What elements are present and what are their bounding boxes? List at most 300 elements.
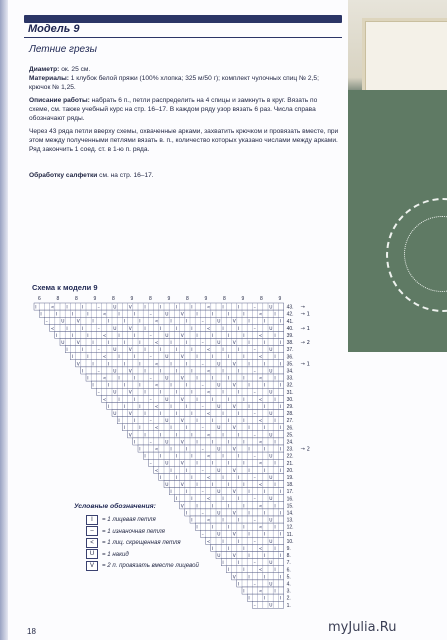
legend-title: Условные обозначения: [74, 503, 156, 510]
stitch-symbol: I [175, 305, 177, 311]
stitch-symbol: I [123, 404, 125, 410]
stitch-symbol: I [222, 497, 224, 503]
stitch-symbol: V [232, 426, 236, 432]
stitch-symbol: V [128, 305, 132, 311]
stitch-symbol: – [201, 319, 204, 325]
stitch-symbol: I [123, 362, 125, 368]
finishing-value: см. на стр. 16–17. [99, 172, 154, 179]
stitch-symbol: I [227, 376, 229, 382]
stitch-symbol: I [160, 433, 162, 439]
stitch-symbol: I [186, 468, 188, 474]
stitch-symbol: < [50, 305, 55, 311]
row-number-label: 13. [286, 517, 294, 524]
stitch-symbol: I [279, 532, 281, 538]
stitch-symbol: I [248, 468, 250, 474]
stitch-symbol: < [206, 412, 211, 417]
stitch-symbol: I [92, 383, 94, 389]
stitch-symbol: – [253, 305, 256, 311]
stitch-symbol: I [170, 404, 172, 410]
scheme-title: Схема к модели 9 [32, 283, 98, 292]
row-number-label: 17. [286, 489, 294, 496]
stitch-symbol: V [232, 468, 236, 474]
chain-count-label: 8 [260, 296, 263, 302]
row-arrow-label: → [300, 304, 305, 311]
stitch-symbol: < [206, 305, 211, 311]
legend-item [48, 549, 238, 561]
stitch-symbol: I [279, 341, 281, 346]
stitch-symbol: I [238, 539, 240, 545]
row-number-label: 3. [286, 588, 291, 595]
row-number-label: 4. [286, 581, 291, 588]
stitch-symbol: I [227, 504, 229, 510]
stitch-symbol: – [149, 461, 152, 467]
stitch-symbol: U [217, 383, 221, 389]
row-number-label: 10. [286, 538, 294, 545]
stitch-symbol: – [201, 383, 204, 389]
stitch-symbol: U [269, 412, 273, 417]
stitch-symbol: I [82, 369, 84, 375]
stitch-symbol: I [243, 333, 245, 339]
stitch-symbol: I [264, 468, 266, 474]
stitch-symbol: I [264, 447, 266, 453]
row-number-label: 15. [286, 503, 294, 510]
stitch-symbol: I [160, 369, 162, 375]
stitch-symbol: I [248, 319, 250, 325]
stitch-symbol: – [201, 532, 204, 538]
stitch-symbol: – [253, 348, 256, 354]
stitch-symbol: – [253, 454, 256, 460]
stitch-symbol: U [217, 511, 221, 517]
stitch-symbol: I [227, 333, 229, 339]
stitch-symbol: U [61, 319, 65, 325]
stitch-symbol: I [191, 412, 193, 417]
stitch-symbol: < [258, 419, 263, 425]
chart-row [102, 395, 294, 403]
stitch-symbol: V [232, 383, 236, 389]
stitch-symbol: V [180, 397, 184, 403]
chart-row-cells [91, 381, 283, 388]
chart-row-cells [143, 452, 283, 459]
stitch-symbol: V [128, 369, 132, 375]
legend-symbol: V [86, 561, 98, 571]
stitch-symbol: I [212, 376, 214, 382]
stitch-symbol: I [248, 383, 250, 389]
stitch-symbol: – [253, 518, 256, 524]
stitch-symbol: I [222, 454, 224, 460]
stitch-symbol: I [139, 383, 141, 389]
stitch-symbol: I [134, 333, 136, 339]
stitch-symbol: I [238, 369, 240, 375]
stitch-symbol: I [144, 454, 146, 460]
page-number: 18 [27, 627, 36, 636]
stitch-symbol: I [264, 426, 266, 432]
stitch-symbol: I [243, 312, 245, 318]
stitch-symbol: I [108, 362, 110, 368]
stitch-symbol: V [180, 419, 184, 425]
stitch-symbol: V [76, 362, 80, 368]
stitch-symbol: < [102, 355, 107, 361]
stitch-symbol: I [175, 497, 177, 503]
stitch-symbol: I [139, 341, 141, 346]
chart-row [174, 495, 293, 503]
header-bar [24, 15, 342, 23]
stitch-symbol: I [66, 326, 68, 332]
stitch-symbol: V [180, 483, 184, 488]
stitch-symbol: < [206, 433, 211, 439]
stitch-symbol: I [71, 312, 73, 318]
stitch-symbol: I [248, 404, 250, 410]
stitch-symbol: – [253, 369, 256, 375]
chart-row [237, 580, 291, 588]
stitch-symbol: – [97, 305, 100, 311]
stitch-symbol: U [269, 348, 273, 354]
stitch-symbol: I [212, 525, 214, 531]
stitch-symbol: I [123, 341, 125, 346]
stitch-symbol: I [227, 419, 229, 425]
chart-row [96, 388, 293, 396]
model-label: Модель 9 [28, 23, 80, 35]
stitch-symbol: < [102, 376, 107, 382]
stitch-symbol: I [243, 461, 245, 467]
stitch-symbol: I [92, 319, 94, 325]
row-number-label: 35. [286, 361, 294, 368]
chain-count-label: 9 [93, 296, 97, 302]
chart-row [242, 587, 291, 595]
stitch-symbol: I [186, 383, 188, 389]
stitch-symbol: I [279, 383, 281, 389]
row-number-label: 34. [286, 368, 294, 375]
stitch-symbol: – [149, 333, 152, 339]
legend-symbol: I [86, 515, 98, 525]
stitch-symbol: I [134, 355, 136, 361]
stitch-symbol: I [139, 319, 141, 325]
stitch-symbol: I [264, 511, 266, 517]
chart-row [44, 317, 293, 325]
legend-text: = 1 накид [102, 550, 129, 558]
stitch-symbol: U [217, 554, 221, 559]
stitch-symbol: I [40, 312, 42, 318]
stitch-symbol: – [253, 497, 256, 503]
stitch-symbol: I [243, 440, 245, 446]
stitch-symbol: I [279, 575, 281, 581]
stitch-symbol: I [222, 348, 224, 354]
stitch-symbol: < [258, 525, 263, 531]
stitch-symbol: I [196, 419, 198, 425]
stitch-symbol: < [154, 319, 159, 325]
stitch-symbol: I [175, 454, 177, 460]
legend-text: = 1 лицевая петля [102, 516, 156, 524]
materials-value: 1 клубок белой пряжи (100% хлопка; 325 м/50 г); комплект чулочных спиц № 2,5; крючок № 1,25. [29, 75, 319, 91]
stitch-symbol: V [232, 404, 236, 410]
stitch-symbol: I [175, 433, 177, 439]
stitch-symbol: – [201, 468, 204, 474]
stitch-symbol: – [253, 390, 256, 396]
stitch-symbol: U [113, 348, 117, 354]
stitch-symbol: I [264, 404, 266, 410]
stitch-symbol: I [222, 475, 224, 481]
row-number-label: 6. [286, 567, 291, 574]
stitch-symbol: I [248, 362, 250, 368]
row-number-label: 39. [286, 333, 294, 339]
stitch-symbol: I [243, 397, 245, 403]
stitch-symbol: U [217, 426, 221, 432]
stitch-symbol: I [35, 305, 37, 311]
stitch-symbol: U [269, 539, 273, 545]
stitch-symbol: I [186, 319, 188, 325]
chart-row-cells [50, 324, 284, 331]
stitch-symbol: V [128, 390, 132, 396]
stitch-symbol: U [269, 582, 273, 588]
stitch-symbol: I [196, 440, 198, 446]
stitch-symbol: I [274, 333, 276, 339]
stitch-symbol: I [186, 511, 188, 517]
stitch-symbol: U [217, 532, 221, 538]
stitch-symbol: I [248, 511, 250, 517]
stitch-symbol: I [212, 461, 214, 467]
stitch-symbol: I [87, 355, 89, 361]
stitch-symbol: I [196, 333, 198, 339]
stitch-symbol: I [186, 362, 188, 368]
page-spine [0, 0, 8, 640]
stitch-symbol: I [243, 546, 245, 552]
legend-item [48, 537, 238, 549]
stitch-symbol: I [212, 397, 214, 403]
stitch-symbol: I [118, 419, 120, 425]
chart-row [164, 481, 294, 489]
stitch-symbol: V [128, 433, 132, 439]
stitch-symbol: I [134, 440, 136, 446]
stitch-symbol: I [222, 412, 224, 417]
stitch-symbol: I [222, 561, 224, 567]
stitch-symbol: V [180, 376, 184, 382]
stitch-symbol: I [170, 468, 172, 474]
stitch-symbol: I [139, 447, 141, 453]
chain-count-label: 8 [75, 296, 78, 302]
chart-row [133, 438, 294, 446]
stitch-symbol: U [217, 362, 221, 368]
stitch-symbol: U [113, 412, 117, 417]
chain-count-label: 6 [38, 296, 41, 302]
stitch-symbol: I [248, 447, 250, 453]
chart-row [70, 353, 293, 361]
stitch-symbol: U [113, 305, 117, 311]
stitch-symbol: U [269, 603, 273, 609]
stitch-symbol: I [175, 390, 177, 396]
stitch-symbol: U [165, 483, 169, 488]
stitch-symbol: I [92, 362, 94, 368]
row-number-label: 25. [286, 432, 294, 439]
row-arrow-label: → 1 [300, 325, 310, 332]
stitch-symbol: V [232, 554, 236, 559]
stitch-symbol: < [206, 539, 211, 545]
stitch-symbol: I [238, 348, 240, 354]
stitch-symbol: I [212, 546, 214, 552]
stitch-symbol: I [238, 412, 240, 417]
stitch-symbol: – [253, 433, 256, 439]
stitch-symbol: – [149, 440, 152, 446]
stitch-symbol: I [87, 312, 89, 318]
stitch-symbol: I [144, 326, 146, 332]
stitch-symbol: V [232, 447, 236, 453]
stitch-symbol: I [144, 390, 146, 396]
stitch-symbol: – [201, 362, 204, 368]
stitch-symbol: I [186, 490, 188, 496]
stitch-symbol: U [269, 561, 273, 567]
chart-row [247, 594, 291, 602]
stitch-symbol: I [175, 475, 177, 481]
finishing-line [29, 172, 339, 181]
chart-row [76, 360, 310, 368]
stitch-symbol: I [191, 348, 193, 354]
chart-row-cells [39, 310, 283, 317]
chain-count-label: 9 [167, 296, 171, 302]
stitch-symbol: V [180, 504, 184, 510]
stitch-symbol: I [170, 362, 172, 368]
stitch-symbol: I [134, 312, 136, 318]
row-number-label: 29. [286, 404, 294, 410]
stitch-symbol: I [87, 376, 89, 382]
stitch-symbol: I [279, 490, 281, 496]
stitch-symbol: I [274, 483, 276, 488]
stitch-symbol: < [206, 390, 211, 396]
stitch-symbol: I [222, 326, 224, 332]
chain-count-label: 8 [56, 296, 60, 302]
stitch-symbol: < [258, 504, 263, 510]
stitch-symbol: < [102, 312, 107, 318]
stitch-symbol: – [253, 412, 256, 417]
stitch-symbol: V [232, 575, 236, 581]
stitch-symbol: I [243, 355, 245, 361]
pattern-title: Летние грезы [29, 44, 97, 55]
stitch-symbol: I [196, 483, 198, 488]
stitch-symbol: U [113, 390, 117, 396]
stitch-symbol: I [274, 504, 276, 510]
stitch-symbol: V [180, 461, 184, 467]
stitch-symbol: I [238, 582, 240, 588]
row-number-label: 41. [286, 318, 294, 325]
chart-row [50, 324, 310, 332]
stitch-symbol: I [238, 475, 240, 481]
legend-item [48, 560, 238, 572]
stitch-symbol: I [196, 355, 198, 361]
legend-symbol: – [86, 526, 98, 536]
stitch-symbol: I [238, 305, 240, 311]
stitch-symbol: I [248, 554, 250, 559]
stitch-symbol: U [165, 397, 169, 403]
row-number-label: 33. [286, 375, 294, 382]
chart-row [39, 310, 310, 318]
stitch-symbol: I [66, 305, 68, 311]
stitch-symbol: – [253, 561, 256, 567]
stitch-symbol: < [258, 546, 263, 552]
stitch-symbol: V [232, 490, 236, 496]
stitch-symbol: I [66, 348, 68, 354]
stitch-symbol: V [232, 532, 236, 538]
row-number-label: 22. [286, 453, 294, 460]
chart-row-cells [102, 395, 284, 402]
stitch-symbol: U [269, 305, 273, 311]
chart-row-cells [247, 594, 283, 601]
stitch-symbol: U [165, 419, 169, 425]
stitch-symbol: U [113, 369, 117, 375]
stitch-symbol: – [201, 341, 204, 346]
diameter-label: Диаметр: [29, 66, 60, 73]
stitch-symbol: U [217, 404, 221, 410]
stitch-symbol: U [165, 461, 169, 467]
stitch-symbol: U [165, 355, 169, 361]
stitch-symbol: I [144, 412, 146, 417]
stitch-symbol: U [269, 497, 273, 503]
stitch-symbol: < [258, 483, 263, 488]
row-arrow-label: → 2 [300, 446, 310, 453]
chart-row [34, 303, 306, 311]
stitch-symbol: I [160, 305, 162, 311]
stitch-symbol: < [102, 333, 107, 339]
stitch-symbol: V [232, 362, 236, 368]
stitch-symbol: V [128, 412, 132, 417]
stitch-symbol: I [243, 589, 245, 595]
stitch-symbol: – [201, 490, 204, 496]
stitch-symbol: < [258, 440, 263, 446]
stitch-symbol: U [165, 376, 169, 382]
stitch-symbol: I [274, 376, 276, 382]
stitch-symbol: I [243, 504, 245, 510]
stitch-symbol: – [97, 369, 100, 375]
stitch-symbol: U [217, 490, 221, 496]
row-number-label: 12. [286, 524, 294, 531]
stitch-symbol: U [217, 447, 221, 453]
stitch-symbol: V [232, 319, 236, 325]
stitch-symbol: U [269, 369, 273, 375]
stitch-symbol: I [227, 312, 229, 318]
stitch-symbol: < [154, 447, 159, 453]
stitch-symbol: I [160, 475, 162, 481]
stitch-symbol: I [274, 461, 276, 467]
chart-row [91, 381, 293, 389]
row-number-label: 11. [286, 531, 294, 538]
stitch-symbol: I [170, 383, 172, 389]
stitch-symbol: I [108, 383, 110, 389]
chart-row [55, 331, 294, 339]
stitch-symbol: I [170, 490, 172, 496]
stitch-symbol: I [71, 355, 73, 361]
row-arrow-label: → 1 [300, 361, 310, 368]
row-number-label: 30. [286, 396, 294, 403]
stitch-symbol: I [196, 312, 198, 318]
stitch-symbol: – [149, 397, 152, 403]
stitch-symbol: I [134, 376, 136, 382]
stitch-symbol: I [279, 362, 281, 368]
stitch-symbol: I [191, 518, 193, 524]
stitch-symbol: I [264, 341, 266, 346]
stitch-symbol: I [279, 596, 281, 602]
stitch-symbol: I [196, 504, 198, 510]
chart-row [154, 466, 294, 474]
row-number-label: 21. [286, 460, 294, 467]
stitch-symbol: I [118, 333, 120, 339]
stitch-symbol: – [201, 404, 204, 410]
stitch-symbol: U [269, 433, 273, 439]
stitch-symbol: < [206, 454, 211, 460]
stitch-symbol: I [227, 461, 229, 467]
row-arrow-label: → 2 [300, 340, 310, 347]
chart-row [86, 374, 294, 382]
materials-label: Материалы: [29, 75, 69, 82]
row-number-label: 40. [286, 325, 294, 332]
stitch-symbol: < [258, 461, 263, 467]
stitch-symbol: V [232, 341, 236, 346]
stitch-symbol: I [82, 305, 84, 311]
